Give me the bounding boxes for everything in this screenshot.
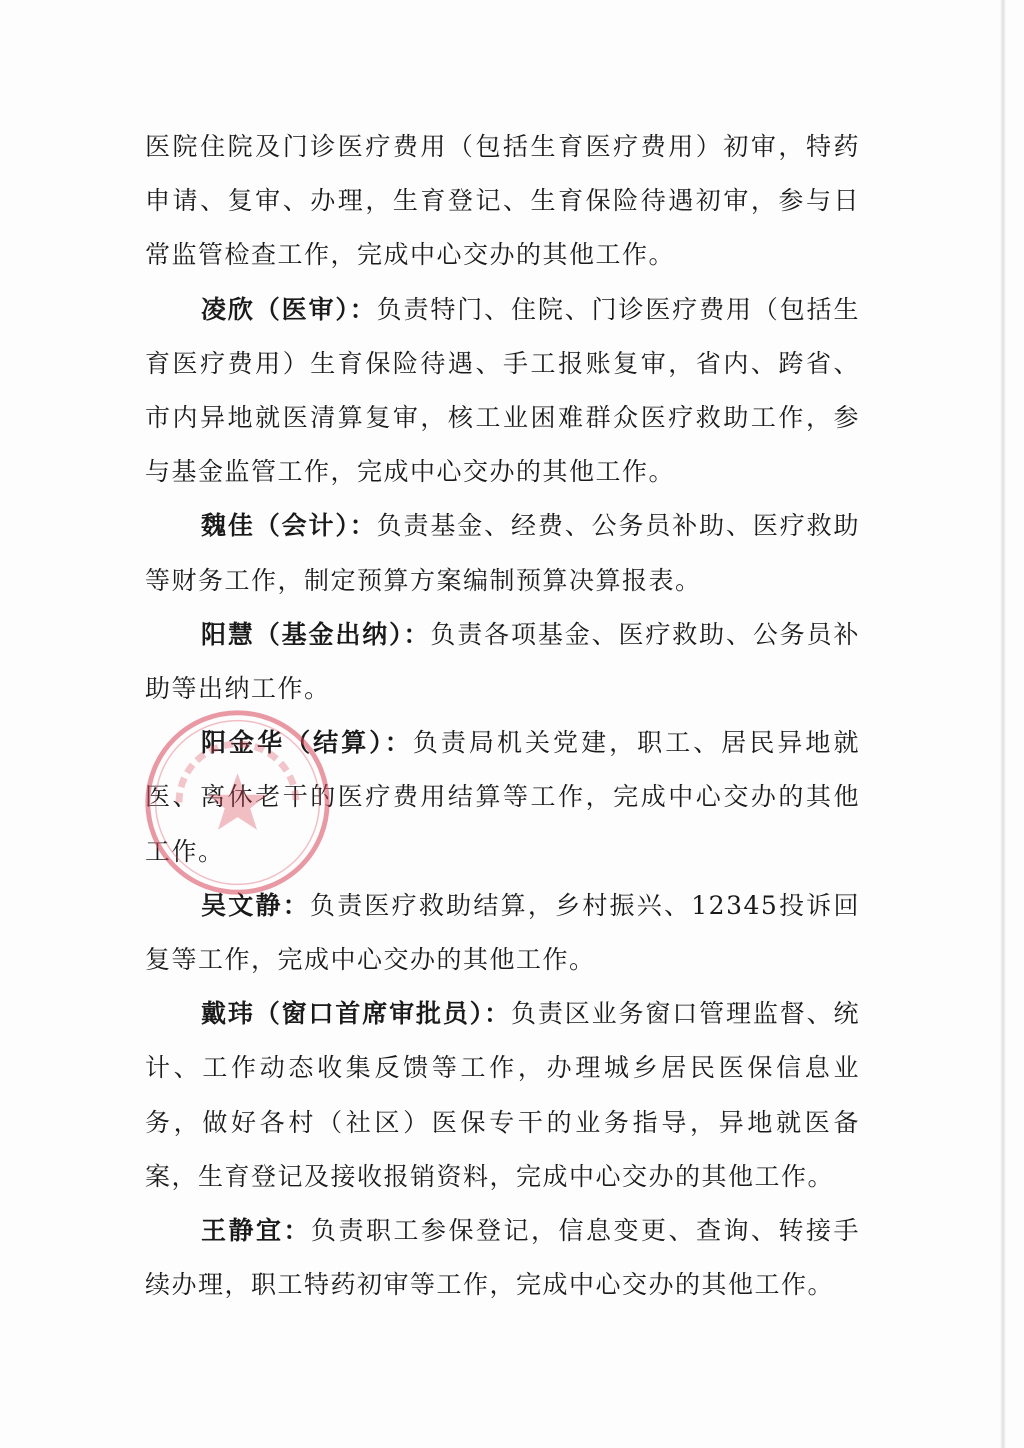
- staff-name: 王静宜：: [201, 1216, 311, 1246]
- scan-edge-shadow: [1000, 0, 1006, 1448]
- paragraph-wu-wenjing: [145, 879, 860, 987]
- staff-name: 戴玮（窗口首席审批员）：: [201, 999, 511, 1029]
- paragraph-ling-xin: [145, 283, 860, 500]
- staff-name: 凌欣（医审）：: [201, 294, 377, 324]
- paragraph-text: 负责职工参保登记，信息变更、查询、转接手续办理，职工特药初审等工作，完成中心交办的其他工作。: [145, 1216, 860, 1300]
- staff-name: 吴文静：: [201, 890, 310, 920]
- paragraph-text: 医院住院及门诊医疗费用（包括生育医疗费用）初审，特药申请、复审、办理，生育登记、生育保险待遇初审，参与日常监管检查工作，完成中心交办的其他工作。: [145, 132, 860, 270]
- paragraph-text: 负责区业务窗口管理监督、统计、工作动态收集反馈等工作，办理城乡居民医保信息业务，做好各村（社区）医保专干的业务指导，异地就医备案，生育登记及接收报销资料，完成中心交办的其他工作。: [145, 999, 860, 1191]
- paragraph-text: 负责基金、经费、公务员补助、医疗救助等财务工作，制定预算方案编制预算决算报表。: [145, 511, 860, 595]
- staff-name: 魏佳（会计）：: [201, 511, 377, 541]
- staff-name: 阳金华（结算）：: [201, 728, 413, 758]
- paragraph-yang-hui: [145, 608, 860, 716]
- paragraph-text: 负责医疗救助结算，乡村振兴、12345投诉回复等工作，完成中心交办的其他工作。: [145, 890, 860, 975]
- paragraph-dai-wei: [145, 987, 860, 1204]
- paragraph-wei-jia: [145, 499, 860, 607]
- staff-name: 阳慧（基金出纳）：: [201, 619, 431, 649]
- paragraph-wang-jingyi: [145, 1204, 860, 1312]
- paragraph-continued: [145, 120, 860, 283]
- paragraph-text: 负责特门、住院、门诊医疗费用（包括生育医疗费用）生育保险待遇、手工报账复审，省内、跨省、市内异地就医清算复审，核工业困难群众医疗救助工作，参与基金监管工作，完成中心交办的其他工作。: [145, 294, 860, 487]
- paragraph-yang-jinhua: [145, 716, 860, 879]
- paragraph-text: 负责局机关党建，职工、居民异地就医、离休老干的医疗费用结算等工作，完成中心交办的其他工作。: [145, 728, 860, 866]
- document-body: [145, 120, 860, 1312]
- paragraph-text: 负责各项基金、医疗救助、公务员补助等出纳工作。: [145, 619, 860, 704]
